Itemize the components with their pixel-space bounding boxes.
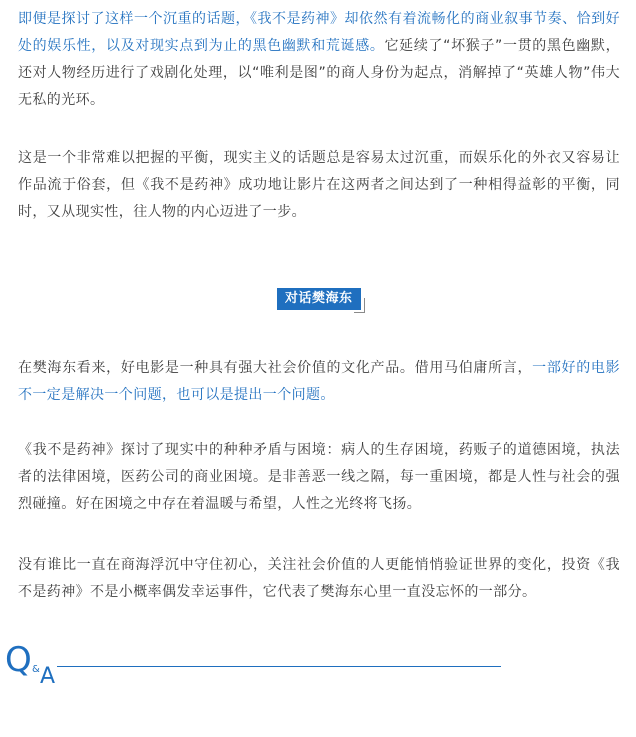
paragraph-text: 在樊海东看来，好电影是一种具有强大社会价值的文化产品。借用马伯庸所言，: [18, 360, 533, 376]
qa-rule-line: [57, 666, 501, 667]
paragraph-dilemmas: 《我不是药神》探讨了现实中的种种矛盾与困境：病人的生存困境，药贩子的道德困境，执法者的法律困境，医药公司的商业困境。是非善恶一线之隔，每一重困境，都是人性与社会的强烈碰撞。好在困境之中存在着温暖与希望，人性之光终将飞扬。: [18, 442, 620, 512]
paragraph-text: 它延续了“坏猴子”一贯的黑色幽默，还对人物经历进行了戏剧化处理，以“唯利是图”的商人身份为起点，消解掉了“英雄人物”伟大无私的光环。: [18, 38, 620, 108]
highlighted-quote: 一部好的电影不一定是解决一个问题，也可以是提出一个问题。: [18, 360, 621, 403]
qa-a-letter: A: [40, 664, 56, 689]
highlighted-text: 即便是探讨了这样一个沉重的话题，《我不是药神》却依然有着流畅化的商业叙事节奏、恰到好处的娱乐性，以及对现实点到为止的黑色幽默和荒诞感。: [18, 11, 620, 54]
qa-q-letter: Q: [5, 640, 32, 680]
qa-ampersand: &: [32, 664, 40, 675]
paragraph-investment: 没有谁比一直在商海浮沉中守住初心，关注社会价值的人更能悄悄验证世界的变化，投资《我不是药神》不是小概率偶发幸运事件，它代表了樊海东心里一直没忘怀的一部分。: [18, 557, 620, 600]
paragraph-good-film: [18, 355, 620, 409]
section-title-tag: 对话樊海东: [277, 288, 361, 310]
tag-corner-decoration: [354, 298, 365, 313]
paragraph-intro: [18, 6, 620, 114]
paragraph-balance: 这是一个非常难以把握的平衡，现实主义的话题总是容易太过沉重，而娱乐化的外衣又容易让作品流于俗套，但《我不是药神》成功地让影片在这两者之间达到了一种相得益彰的平衡，同时，又从现实性，往人物的内心迈进了一步。: [18, 150, 620, 220]
